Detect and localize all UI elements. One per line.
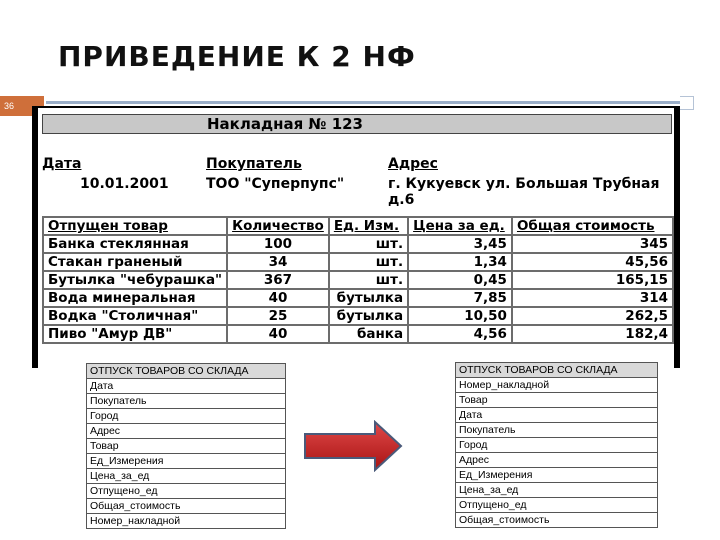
cell-item: Бутылка "чебурашка" [43,271,227,289]
field-name: Общая_стоимость [456,513,658,528]
cell-price: 1,34 [408,253,512,271]
field-name: Отпущено_ед [456,498,658,513]
cell-price: 0,45 [408,271,512,289]
cell-quantity: 34 [227,253,329,271]
list-item [87,424,286,439]
list-item [87,484,286,499]
address-value: г. Кукуевск ул. Большая Трубная д.6 [388,176,660,208]
table-row [43,289,673,307]
list-item [87,469,286,484]
right-relation-table [455,362,658,528]
list-item [87,499,286,514]
column-header: Ед. Изм. [329,217,408,235]
cell-quantity: 25 [227,307,329,325]
list-item [87,409,286,424]
relation-header-row [456,363,658,378]
field-name: Адрес [456,453,658,468]
field-name: Номер_накладной [87,514,286,529]
field-name: Город [87,409,286,424]
list-item [456,468,658,483]
list-item [456,378,658,393]
cell-total: 182,4 [512,325,673,343]
slide-number: 36 [4,101,15,111]
field-name: Адрес [87,424,286,439]
cell-total: 345 [512,235,673,253]
list-item [456,453,658,468]
list-item [456,513,658,528]
invoice-header-bar [42,114,672,134]
title-rule-end [680,96,694,110]
cell-total: 45,56 [512,253,673,271]
field-name: Дата [456,408,658,423]
cell-quantity: 40 [227,289,329,307]
list-item [456,393,658,408]
cell-price: 10,50 [408,307,512,325]
table-row [43,307,673,325]
field-name: Покупатель [456,423,658,438]
field-name: Цена_за_ед [87,469,286,484]
cell-item: Вода минеральная [43,289,227,307]
cell-item: Пиво "Амур ДВ" [43,325,227,343]
buyer-label: Покупатель [206,156,302,172]
field-name: Товар [456,393,658,408]
cell-total: 262,5 [512,307,673,325]
cell-price: 7,85 [408,289,512,307]
field-name: Цена_за_ед [456,483,658,498]
relation-header: ОТПУСК ТОВАРОВ СО СКЛАДА [456,363,658,378]
field-name: Товар [87,439,286,454]
relation-header-row [87,364,286,379]
relation-header: ОТПУСК ТОВАРОВ СО СКЛАДА [87,364,286,379]
cell-total: 165,15 [512,271,673,289]
field-name: Отпущено_ед [87,484,286,499]
list-item [456,423,658,438]
list-item [87,394,286,409]
invoice-image [32,106,680,368]
field-name: Ед_Измерения [87,454,286,469]
cell-price: 4,56 [408,325,512,343]
list-item [456,408,658,423]
table-row [43,235,673,253]
date-label: Дата [42,156,82,172]
list-item [87,454,286,469]
cell-item: Водка "Столичная" [43,307,227,325]
invoice-items-table [42,216,674,344]
list-item [87,439,286,454]
field-name: Общая_стоимость [87,499,286,514]
cell-unit: шт. [329,253,408,271]
table-row [43,325,673,343]
list-item [456,498,658,513]
cell-unit: шт. [329,235,408,253]
cell-item: Стакан граненый [43,253,227,271]
cell-unit: бутылка [329,289,408,307]
cell-unit: шт. [329,271,408,289]
field-name: Покупатель [87,394,286,409]
cell-unit: бутылка [329,307,408,325]
list-item [87,514,286,529]
column-header: Цена за ед. [408,217,512,235]
list-item [456,483,658,498]
list-item [87,379,286,394]
cell-total: 314 [512,289,673,307]
cell-quantity: 100 [227,235,329,253]
buyer-value: ТОО "Суперпупс" [206,176,345,192]
invoice-title: Накладная № 123 [207,115,363,133]
title-rule [46,101,680,104]
date-value: 10.01.2001 [80,176,169,192]
field-name: Дата [87,379,286,394]
right-arrow-icon [303,420,403,472]
column-header: Отпущен товар [43,217,227,235]
field-name: Город [456,438,658,453]
cell-quantity: 367 [227,271,329,289]
cell-quantity: 40 [227,325,329,343]
cell-item: Банка стеклянная [43,235,227,253]
slide-title: ПРИВЕДЕНИЕ К 2 НФ [58,40,416,73]
invoice-header-row [43,217,673,235]
table-row [43,253,673,271]
field-name: Номер_накладной [456,378,658,393]
cell-price: 3,45 [408,235,512,253]
address-label: Адрес [388,156,438,172]
column-header: Общая стоимость [512,217,673,235]
left-relation-table [86,363,286,529]
column-header: Количество [227,217,329,235]
list-item [456,438,658,453]
cell-unit: банка [329,325,408,343]
table-row [43,271,673,289]
field-name: Ед_Измерения [456,468,658,483]
